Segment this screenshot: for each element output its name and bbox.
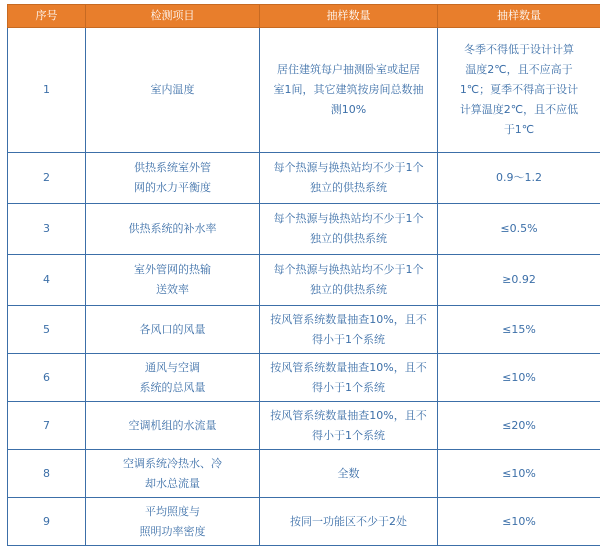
row-serial-no: 1 [8, 28, 86, 153]
cell-line: 每个热源与换热站均不少于1个 [274, 158, 424, 178]
cell-line: 得小于1个系统 [312, 378, 385, 398]
cell-line: 0.9～1.2 [496, 168, 542, 188]
row-sampling [260, 204, 438, 255]
cell-line: 1℃；夏季不得高于设计 [460, 80, 578, 100]
cell-line: ≤20% [502, 416, 536, 436]
table-row [8, 28, 600, 153]
row-sampling [260, 255, 438, 306]
row-serial-no: 6 [8, 354, 86, 402]
cell-line: 网的水力平衡度 [134, 178, 211, 198]
inspection-table-container [7, 4, 600, 546]
cell-line: 各风口的风量 [140, 320, 206, 340]
cell-line: ≤0.5% [500, 219, 537, 239]
row-serial-no: 3 [8, 204, 86, 255]
cell-line: 空调机组的水流量 [129, 416, 217, 436]
row-criteria [438, 402, 600, 450]
cell-line: ≤10% [502, 512, 536, 532]
cell-line: 居住建筑每户抽测卧室或起居 [277, 60, 420, 80]
row-criteria [438, 204, 600, 255]
row-sampling [260, 354, 438, 402]
cell-line: 温度2℃，且不应高于 [465, 60, 572, 80]
table-row [8, 255, 600, 306]
row-sampling [260, 450, 438, 498]
row-serial-no: 5 [8, 306, 86, 354]
header-sampling-criteria: 抽样数量 [438, 5, 600, 28]
cell-line: ≤10% [502, 464, 536, 484]
row-sampling [260, 402, 438, 450]
row-criteria [438, 306, 600, 354]
row-test-item [86, 204, 260, 255]
cell-line: 按风管系统数量抽查10%，且不 [270, 358, 426, 378]
row-criteria [438, 450, 600, 498]
row-test-item [86, 450, 260, 498]
cell-line: 独立的供热系统 [310, 178, 387, 198]
row-serial-no: 4 [8, 255, 86, 306]
cell-line: 空调系统冷热水、冷 [123, 454, 222, 474]
cell-line: 按同一功能区不少于2处 [290, 512, 407, 532]
row-serial-no: 9 [8, 498, 86, 546]
cell-line: ≥0.92 [502, 270, 536, 290]
row-criteria [438, 255, 600, 306]
row-serial-no: 8 [8, 450, 86, 498]
row-criteria [438, 28, 600, 153]
header-serial-no: 序号 [8, 5, 86, 28]
row-serial-no: 2 [8, 153, 86, 204]
cell-line: 每个热源与换热站均不少于1个 [274, 209, 424, 229]
row-sampling [260, 153, 438, 204]
cell-line: 冬季不得低于设计计算 [464, 40, 574, 60]
row-criteria [438, 498, 600, 546]
table-header-row [8, 5, 600, 28]
row-test-item [86, 306, 260, 354]
cell-line: 室1间，其它建筑按房间总数抽 [274, 80, 424, 100]
table-row [8, 498, 600, 546]
cell-line: 通风与空调 [145, 358, 200, 378]
row-test-item [86, 255, 260, 306]
header-test-item: 检测项目 [86, 5, 260, 28]
cell-line: 供热系统室外管 [134, 158, 211, 178]
cell-line: 于1℃ [504, 120, 534, 140]
row-sampling [260, 28, 438, 153]
row-criteria [438, 153, 600, 204]
table-row [8, 204, 600, 255]
cell-line: 室内温度 [151, 80, 195, 100]
cell-line: 照明功率密度 [140, 522, 206, 542]
cell-line: 独立的供热系统 [310, 229, 387, 249]
inspection-table [7, 4, 600, 546]
cell-line: 按风管系统数量抽查10%，且不 [270, 406, 426, 426]
row-sampling [260, 498, 438, 546]
header-sampling-quantity: 抽样数量 [260, 5, 438, 28]
cell-line: 全数 [338, 464, 360, 484]
cell-line: 每个热源与换热站均不少于1个 [274, 260, 424, 280]
cell-line: 得小于1个系统 [312, 330, 385, 350]
table-row [8, 354, 600, 402]
cell-line: 供热系统的补水率 [129, 219, 217, 239]
row-test-item [86, 498, 260, 546]
cell-line: 测10% [331, 100, 366, 120]
row-test-item [86, 354, 260, 402]
cell-line: 系统的总风量 [140, 378, 206, 398]
row-test-item [86, 402, 260, 450]
table-row [8, 153, 600, 204]
table-row [8, 306, 600, 354]
cell-line: 得小于1个系统 [312, 426, 385, 446]
table-row [8, 450, 600, 498]
row-test-item [86, 153, 260, 204]
cell-line: 按风管系统数量抽查10%，且不 [270, 310, 426, 330]
cell-line: 室外管网的热输 [134, 260, 211, 280]
cell-line: ≤15% [502, 320, 536, 340]
row-serial-no: 7 [8, 402, 86, 450]
row-sampling [260, 306, 438, 354]
cell-line: ≤10% [502, 368, 536, 388]
cell-line: 平均照度与 [145, 502, 200, 522]
cell-line: 却水总流量 [145, 474, 200, 494]
row-criteria [438, 354, 600, 402]
table-row [8, 402, 600, 450]
cell-line: 计算温度2℃，且不应低 [460, 100, 578, 120]
row-test-item [86, 28, 260, 153]
cell-line: 送效率 [156, 280, 189, 300]
cell-line: 独立的供热系统 [310, 280, 387, 300]
